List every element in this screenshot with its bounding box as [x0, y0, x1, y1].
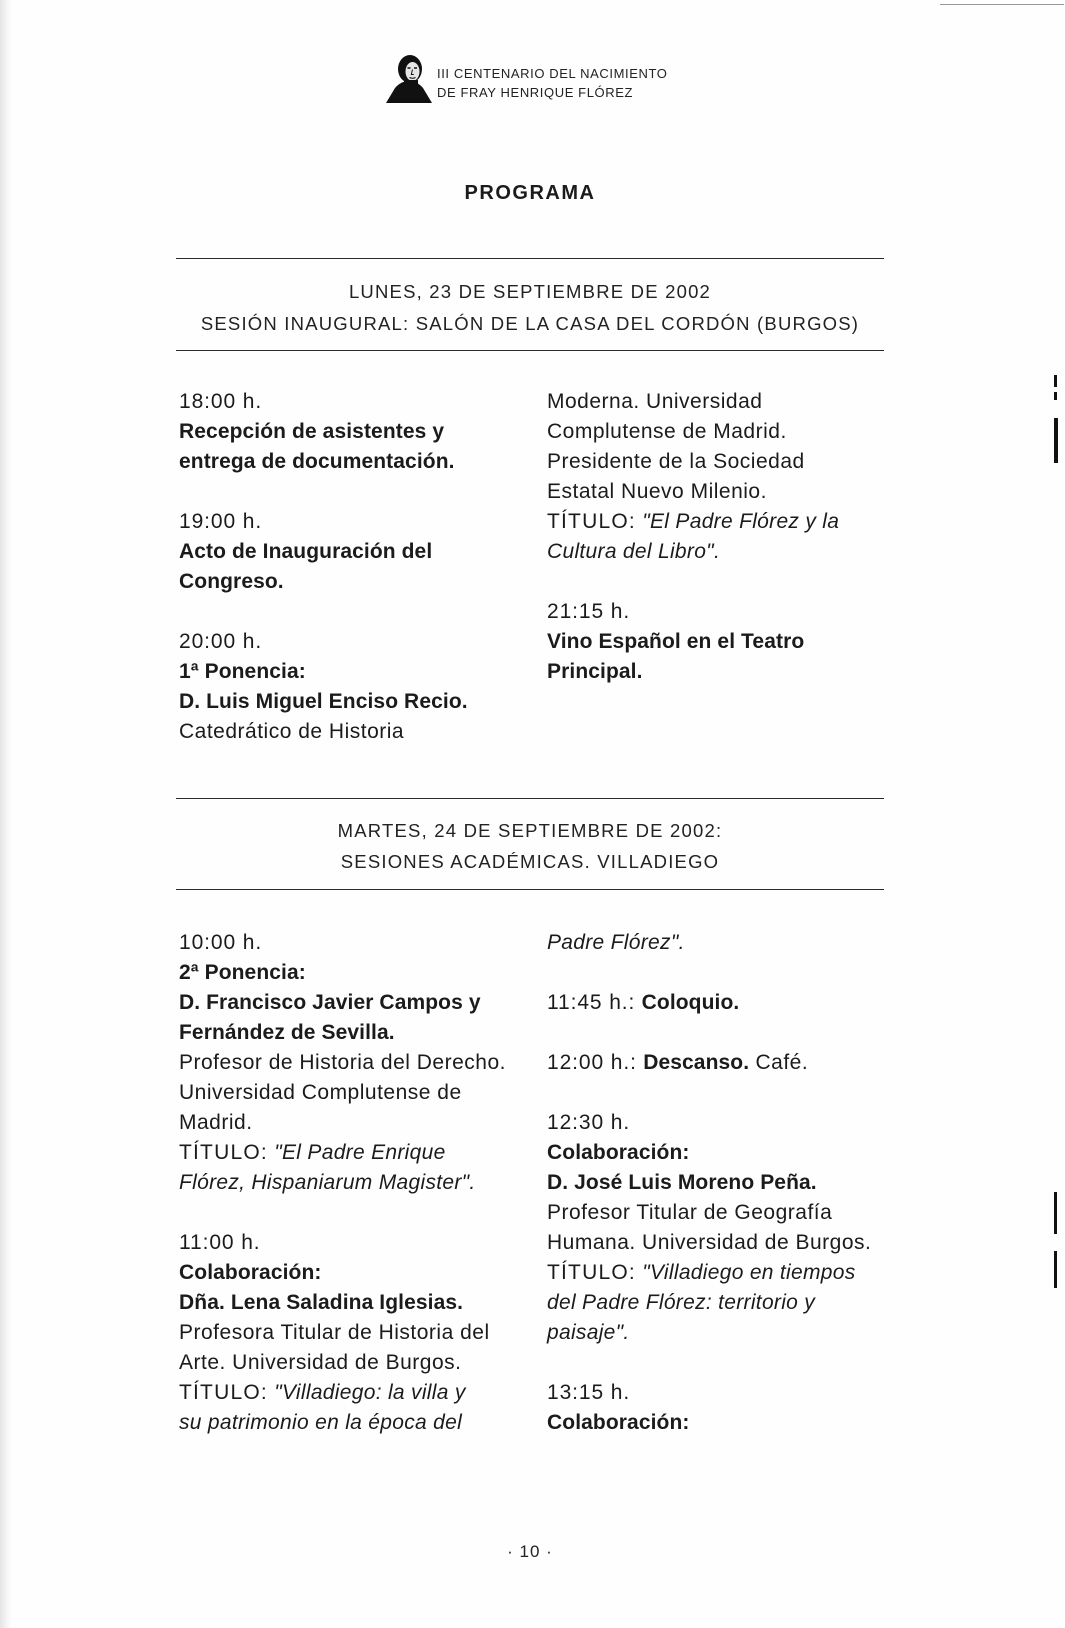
event-line — [547, 988, 897, 1018]
event-line — [547, 1048, 897, 1078]
talk-title: "Villadiego: la villa y — [274, 1381, 466, 1404]
event-time: 13:15 h. — [547, 1381, 631, 1404]
speaker-bio: Universidad Complutense de — [179, 1081, 462, 1104]
speaker-bio: Madrid. — [179, 1111, 253, 1134]
event-time: 12:30 h. — [547, 1111, 631, 1134]
speaker-name: D. Francisco Javier Campos y — [179, 991, 481, 1014]
talk-title: Flórez, Hispaniarum Magister". — [179, 1171, 476, 1194]
day2-session: SESIONES ACADÉMICAS. VILLADIEGO — [340, 851, 720, 872]
divider — [176, 350, 884, 351]
speaker-bio: Arte. Universidad de Burgos. — [179, 1351, 462, 1374]
title-label: TÍTULO: — [179, 1381, 268, 1404]
day1-session: SESIÓN INAUGURAL: SALÓN DE LA CASA DEL CORDÓN (BURGOS) — [200, 313, 860, 334]
day1-right-column — [547, 387, 897, 687]
event-title: Vino Español en el Teatro — [547, 630, 805, 653]
event-time: 11:00 h. — [179, 1231, 261, 1254]
event-title: Acto de Inauguración del — [179, 540, 433, 563]
event-time: 11:45 h.: — [547, 991, 636, 1014]
day1-heading — [176, 276, 884, 340]
spacer — [547, 567, 897, 597]
day2-left-column — [179, 928, 529, 1438]
talk-title: "El Padre Enrique — [274, 1141, 446, 1164]
talk-title-line — [547, 1258, 897, 1288]
event-title: Congreso. — [179, 570, 284, 593]
day1-date: LUNES, 23 DE SEPTIEMBRE DE 2002 — [348, 281, 712, 302]
event-time: 12:00 h.: — [547, 1051, 637, 1074]
speaker-bio: Catedrático de Historia — [179, 720, 405, 743]
talk-title-line — [547, 507, 897, 537]
title-label: TÍTULO: — [547, 1261, 636, 1284]
event-header — [437, 64, 667, 102]
spacer — [179, 477, 529, 507]
day2-heading — [176, 815, 884, 877]
speaker-bio: Profesor Titular de Geografía — [547, 1201, 833, 1224]
event-title: Descanso. — [643, 1051, 750, 1074]
speaker-bio: Presidente de la Sociedad — [547, 450, 805, 473]
title-label: TÍTULO: — [179, 1141, 268, 1164]
event-title: Principal. — [547, 660, 643, 683]
speaker-name: D. José Luis Moreno Peña. — [547, 1171, 817, 1194]
speaker-name: Fernández de Sevilla. — [179, 1021, 395, 1044]
event-time: 21:15 h. — [547, 600, 631, 623]
spacer — [547, 1018, 897, 1048]
speaker-name: Dña. Lena Saladina Iglesias. — [179, 1291, 464, 1314]
talk-title-line — [179, 1138, 529, 1168]
talk-title: Padre Flórez". — [547, 931, 685, 954]
event-label: Colaboración: — [547, 1411, 690, 1434]
event-title: Recepción de asistentes y — [179, 420, 445, 443]
talk-title: del Padre Flórez: territorio y — [547, 1291, 816, 1314]
talk-title-line — [179, 1378, 529, 1408]
day2-date: MARTES, 24 DE SEPTIEMBRE DE 2002: — [337, 820, 723, 841]
spacer — [179, 1198, 529, 1228]
event-time: 18:00 h. — [179, 390, 263, 413]
event-label: 2ª Ponencia: — [179, 961, 306, 984]
page-title: PROGRAMA — [464, 182, 596, 204]
talk-title: paisaje". — [547, 1321, 630, 1344]
event-time: 19:00 h. — [179, 510, 263, 533]
title-label: TÍTULO: — [547, 510, 636, 533]
header-line-2: DE FRAY HENRIQUE FLÓREZ — [437, 85, 634, 100]
speaker-bio: Humana. Universidad de Burgos. — [547, 1231, 872, 1254]
spacer — [547, 1348, 897, 1378]
event-title: Coloquio. — [641, 991, 740, 1014]
portrait-bust-icon — [386, 53, 432, 103]
event-label: 1ª Ponencia: — [179, 660, 306, 683]
page-number: · 10 · — [507, 1542, 553, 1561]
scan-mark — [1054, 1192, 1057, 1234]
scan-mark — [1054, 418, 1058, 463]
speaker-bio: Complutense de Madrid. — [547, 420, 787, 443]
speaker-bio: Moderna. Universidad — [547, 390, 763, 413]
scan-edge-shadow — [0, 0, 12, 1628]
event-note: Café. — [755, 1051, 809, 1074]
event-time: 20:00 h. — [179, 630, 263, 653]
event-label: Colaboración: — [547, 1141, 690, 1164]
speaker-bio: Profesor de Historia del Derecho. — [179, 1051, 506, 1074]
spacer — [547, 1078, 897, 1108]
scan-mark — [1054, 1251, 1057, 1288]
speaker-name: D. Luis Miguel Enciso Recio. — [179, 690, 468, 713]
spacer — [547, 958, 897, 988]
divider — [176, 798, 884, 799]
talk-title: su patrimonio en la época del — [179, 1411, 463, 1434]
scan-mark — [1054, 392, 1057, 400]
event-time: 10:00 h. — [179, 931, 263, 954]
day1-left-column — [179, 387, 529, 747]
divider — [176, 889, 884, 890]
speaker-bio: Estatal Nuevo Milenio. — [547, 480, 767, 503]
talk-title: Cultura del Libro". — [547, 540, 721, 563]
scan-mark — [1054, 375, 1057, 387]
speaker-bio: Profesora Titular de Historia del — [179, 1321, 490, 1344]
spacer — [179, 597, 529, 627]
event-label: Colaboración: — [179, 1261, 322, 1284]
day2-right-column — [547, 928, 897, 1438]
divider — [176, 258, 884, 259]
talk-title: "Villadiego en tiempos — [642, 1261, 856, 1284]
talk-title: "El Padre Flórez y la — [642, 510, 840, 533]
scan-mark — [940, 4, 1064, 5]
header-line-1: III CENTENARIO DEL NACIMIENTO — [437, 66, 668, 81]
event-title: entrega de documentación. — [179, 450, 455, 473]
